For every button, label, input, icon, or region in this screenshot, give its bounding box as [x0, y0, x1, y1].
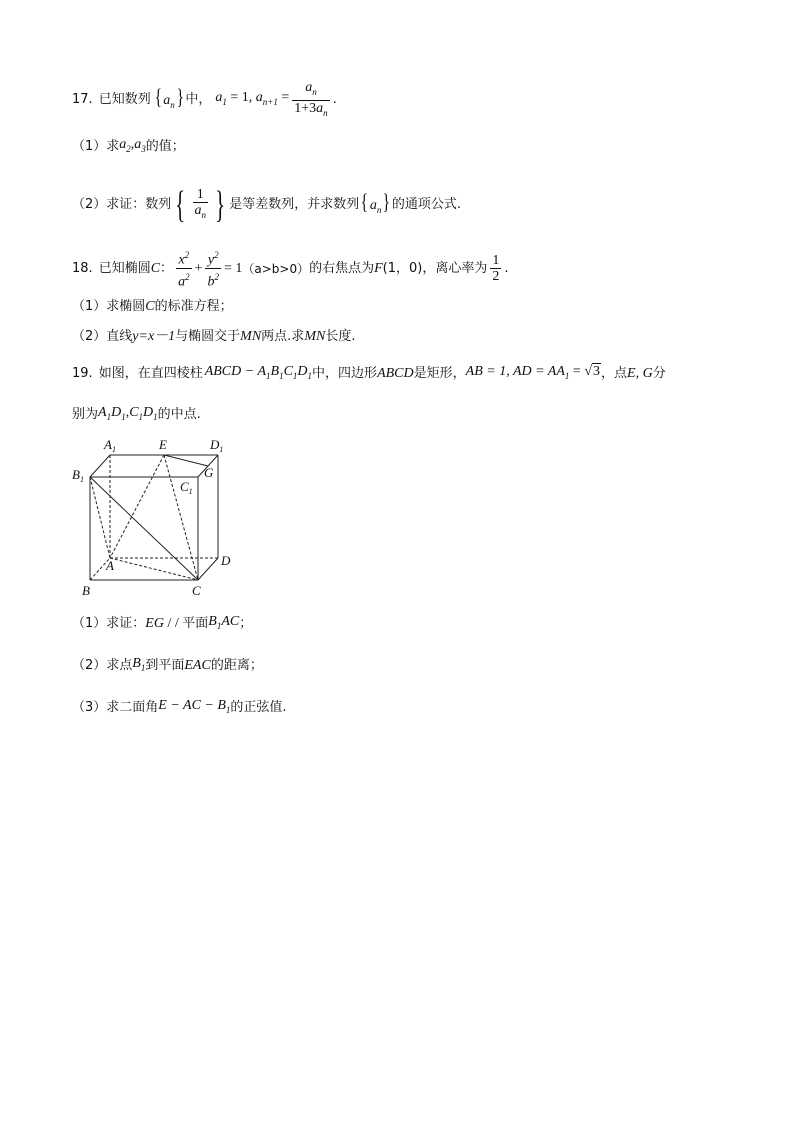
q19-part2: （2）求点 $B_1$ 到平面 EAC 的距离；	[72, 654, 263, 678]
segment-ec	[164, 455, 198, 580]
q17-cond: $a_1 = 1$, $a_{n+1}$ =	[215, 90, 290, 108]
q17-part2-seq2: { $a_n$}	[360, 188, 391, 215]
q19-part3-angle: E − AC − $B_1$	[158, 698, 231, 715]
segment-eg	[164, 455, 208, 466]
label-a: A	[106, 558, 114, 573]
q17-number: 17.	[72, 92, 93, 108]
q17-intro: 已知数列	[98, 92, 151, 108]
q19-prism: ABCD − $A_1B_1C_1D_1$	[204, 364, 313, 381]
q17-zhong: 中，	[185, 92, 212, 108]
label-d1: $D_1$	[210, 437, 224, 454]
label-e: E	[159, 437, 167, 452]
label-b: B	[82, 583, 90, 598]
q17-stem	[72, 80, 337, 121]
q19-part1: （1）求证： EG / / 平面 $B_1AC$ ；	[72, 612, 252, 636]
q18-stem: 18. 已知椭圆 C ： $\frac{x^2}{a^2}$ + $\frac{y^2}{b^2}$ = 1 （a>b>0） 的右焦点为 F (1，0)，离心率为 $\frac{1}{2}$ .	[72, 250, 509, 290]
q17-part1-terms: $a_2,a_3$	[119, 137, 146, 154]
label-g: G	[204, 465, 214, 480]
label-c: C	[192, 583, 201, 598]
q18-eccentricity: $\frac{1}{2}$	[492, 253, 500, 285]
edge-a1b1	[90, 455, 110, 477]
segment-ea	[110, 455, 164, 558]
q18-part2: （2）直线 y=x－1 与椭圆交于 MN 两点.求 MN 长度.	[72, 329, 356, 344]
q18-part1: （1）求椭圆 C 的标准方程；	[72, 299, 233, 314]
edge-cd	[198, 558, 218, 580]
q17-fraction: $\frac{a_n}{1+3a_n}$	[292, 80, 329, 121]
label-b1: $B_1$	[72, 467, 84, 484]
q19-lengths: AB = 1, AD = $AA_1 = √3$	[465, 364, 600, 381]
q19-part3: （3）求二面角 E − AC − $B_1$ 的正弦值.	[72, 696, 287, 720]
q17-part1: （1）求 $a_2,a_3$ 的值；	[72, 135, 185, 159]
q19-part2-point: $B_1$	[132, 656, 146, 673]
q19-midpoint-segments: $A_1D_1,C_1D_1$	[98, 405, 158, 422]
q17-end: .	[332, 92, 337, 108]
segment-ac	[110, 558, 198, 580]
q18-frac-x: $\frac{x^2}{a^2}$	[178, 250, 190, 290]
q19-part1-plane: $B_1AC$	[208, 614, 240, 631]
q17-part2-seq: { $\frac{1}{a_n}$ }	[175, 184, 226, 226]
q17-seq: { $a_n$}	[154, 83, 184, 110]
prism-figure	[70, 435, 250, 600]
q19-stem-line1: 19. 如图，在直四棱柱 ABCD − $A_1B_1C_1D_1$ 中，四边形 ABCD 是矩形， AB = 1, AD = $AA_1 = √3$ ，点 E, G 分	[72, 362, 666, 386]
label-a1: $A_1$	[104, 437, 116, 454]
q18-frac-y: $\frac{y^2}{b^2}$	[207, 250, 219, 290]
q19-number: 19.	[72, 365, 93, 381]
label-d: D	[221, 553, 231, 568]
label-c1: $C_1$	[180, 479, 193, 496]
q17-part2: （2）求证：数列 { $\frac{1}{a_n}$ } 是等差数列，并求数列 { $a_n$} 的通项公式.	[72, 184, 462, 226]
q19-stem-line2: 别为 $A_1D_1,C_1D_1$ 的中点.	[72, 403, 201, 427]
q18-number: 18.	[72, 261, 93, 277]
segment-b1a	[90, 477, 110, 558]
